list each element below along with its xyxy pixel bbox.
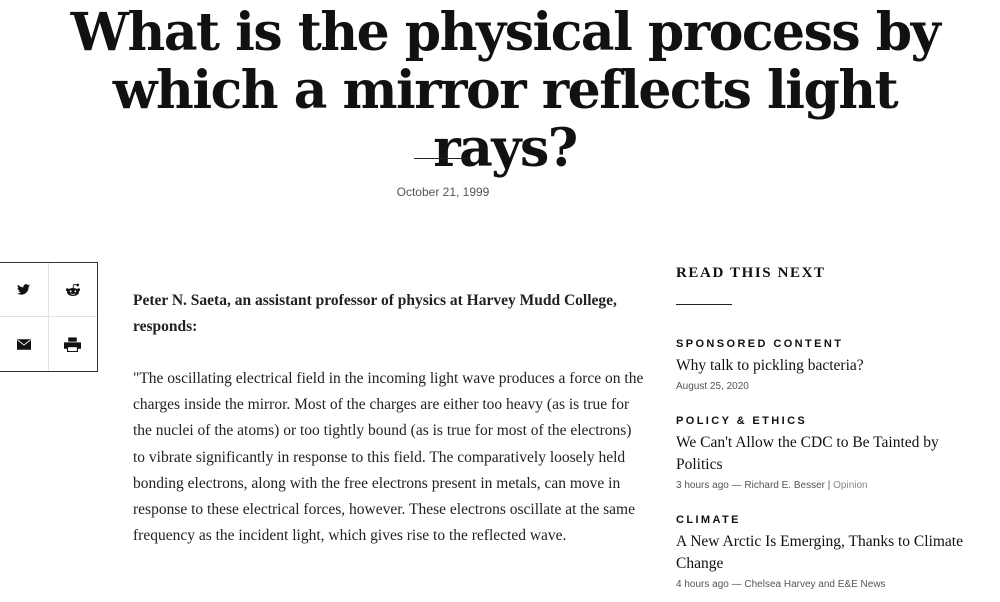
read-next-title[interactable]: A New Arctic Is Emerging, Thanks to Climate Change: [676, 533, 963, 572]
meta-separator: |: [827, 480, 831, 491]
print-icon: [64, 337, 81, 352]
read-this-next-heading: READ THIS NEXT: [676, 265, 826, 281]
read-next-meta: [676, 381, 976, 392]
title-divider: [414, 158, 470, 159]
read-next-meta: [676, 480, 976, 491]
read-next-title[interactable]: We Can't Allow the CDC to Be Tainted by Politics: [676, 434, 939, 473]
read-next-item[interactable]: [676, 413, 976, 491]
read-next-meta: [676, 579, 976, 590]
share-email-button[interactable]: [0, 317, 49, 371]
print-button[interactable]: [49, 317, 98, 371]
article-byline: Peter N. Saeta, an assistant professor of physics at Harvey Mudd College, responds:: [133, 292, 617, 335]
article-title: What is the physical process by which a mirror reflects light rays?: [70, 2, 940, 179]
share-reddit-button[interactable]: [49, 263, 98, 317]
share-box: [0, 262, 98, 372]
article-date: October 21, 1999: [396, 185, 490, 199]
read-next-byline: 3 hours ago — Richard E. Besser: [676, 480, 825, 491]
read-next-divider: [676, 304, 732, 305]
reddit-icon: [65, 283, 81, 297]
email-icon: [17, 339, 31, 350]
article-body: "The oscillating electrical field in the incoming light wave produces a force on the charges inside the mirror. Most of the charges are either too heavy (as is true for the nuclei of the atoms) or too tightly bound (as is true for most of the electrons) to vibrate significantly in response to this field. The comparatively loosely held bonding electrons, along with the free electrons present in metals, can move in response to these electrical forces, however. These electrons oscillate at the same frequency as the incident light, which gives rise to the reflected wave.: [133, 370, 644, 545]
read-next-category[interactable]: CLIMATE: [676, 514, 741, 526]
read-next-byline: 4 hours ago — Chelsea Harvey and E&E News: [676, 579, 886, 590]
read-next-item[interactable]: [676, 512, 976, 590]
share-twitter-button[interactable]: [0, 263, 49, 317]
twitter-icon: [17, 284, 30, 295]
read-next-title[interactable]: Why talk to pickling bacteria?: [676, 357, 864, 374]
read-next-date: August 25, 2020: [676, 381, 749, 392]
read-next-category[interactable]: SPONSORED CONTENT: [676, 338, 844, 350]
read-next-tag[interactable]: Opinion: [833, 480, 868, 491]
read-next-item[interactable]: [676, 336, 976, 392]
read-next-category[interactable]: POLICY & ETHICS: [676, 415, 808, 427]
